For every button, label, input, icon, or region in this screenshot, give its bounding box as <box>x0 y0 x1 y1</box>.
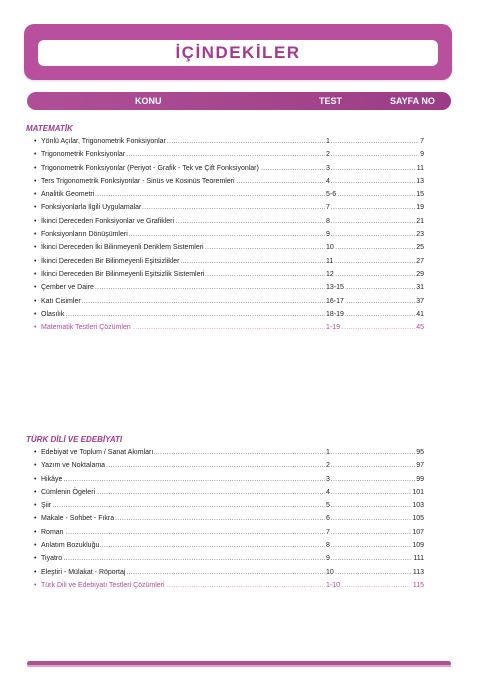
toc-item-page: 31 <box>415 281 424 294</box>
toc-item-test: 11 <box>325 255 334 268</box>
bullet-icon: • <box>34 177 37 185</box>
bullet-icon: • <box>34 284 37 292</box>
toc-item-test: 6 <box>325 512 331 525</box>
toc-item-page: 111 <box>412 552 424 565</box>
toc-item-page: 11 <box>416 162 424 175</box>
toc-item-title: Katı Cisimler <box>41 295 82 308</box>
toc-item-page: 99 <box>415 473 424 486</box>
bullet-icon: • <box>34 231 37 239</box>
toc-item-test: 7 <box>325 526 331 539</box>
page-title: İÇİNDEKİLER <box>175 43 301 62</box>
toc-item-test: 5 <box>325 499 331 512</box>
toc-item-test: 9 <box>325 228 331 241</box>
dot-leader <box>41 486 424 499</box>
toc-item-title: Tiyatro <box>41 552 63 565</box>
toc-row <box>34 552 424 565</box>
toc-item-page: 27 <box>415 255 424 268</box>
toc-row <box>34 295 424 308</box>
bullet-icon: • <box>34 164 37 172</box>
toc-item-page: 7 <box>419 135 424 148</box>
toc-row <box>34 459 424 472</box>
title-banner <box>24 24 452 80</box>
toc-item-title: İkinci Dereceden Bir Bilinmeyenli Eşitsizlik Sistemleri <box>41 268 205 281</box>
column-header-bar <box>27 92 451 110</box>
toc-row <box>34 135 424 148</box>
dot-leader <box>41 499 424 512</box>
toc-item-page: 109 <box>411 539 424 552</box>
toc-item-page: 45 <box>415 321 424 334</box>
toc-item-title: Edebiyat ve Toplum / Sanat Akımları <box>41 446 154 459</box>
bullet-icon: • <box>34 310 37 318</box>
toc-item-title: Eleştiri - Mülakat - Röportaj <box>41 566 126 579</box>
toc-row <box>34 215 424 228</box>
column-header-test: TEST <box>319 96 343 106</box>
toc-item-test: 5-6 <box>325 188 337 201</box>
toc-item-page: 9 <box>419 148 424 161</box>
toc-list-turk-dili <box>34 446 424 592</box>
toc-item-page: 21 <box>415 215 424 228</box>
bullet-icon: • <box>34 555 37 563</box>
toc-item-test: 1-10 <box>325 579 341 592</box>
toc-item-title: Matematik Testleri Çözümleri <box>41 321 132 334</box>
toc-row <box>34 308 424 321</box>
toc-item-test: 2 <box>325 459 331 472</box>
bullet-icon: • <box>34 568 37 576</box>
toc-row <box>34 281 424 294</box>
footer-divider <box>27 661 451 666</box>
toc-item-test: 7 <box>325 201 331 214</box>
column-header-sayfa-no: SAYFA NO <box>390 96 435 106</box>
toc-item-test: 10 <box>325 566 335 579</box>
toc-item-test: 1-19 <box>325 321 341 334</box>
toc-item-test: 18-19 <box>325 308 345 321</box>
toc-row <box>34 148 424 161</box>
toc-row <box>34 228 424 241</box>
bullet-icon: • <box>34 475 37 483</box>
toc-item-title: Makale - Sohbet - Fıkra <box>41 512 115 525</box>
toc-item-test: 1 <box>325 446 331 459</box>
bullet-icon: • <box>34 515 37 523</box>
bullet-icon: • <box>34 270 37 278</box>
dot-leader <box>41 281 424 294</box>
toc-item-page: 101 <box>411 486 424 499</box>
toc-item-test: 8 <box>325 215 331 228</box>
toc-item-page: 113 <box>412 566 424 579</box>
toc-item-page: 41 <box>415 308 424 321</box>
toc-row <box>34 512 424 525</box>
toc-row <box>34 268 424 281</box>
toc-row <box>34 162 424 175</box>
dot-leader <box>41 188 424 201</box>
toc-item-test: 10 <box>325 241 335 254</box>
dot-leader <box>41 473 424 486</box>
toc-item-title: Türk Dili ve Edebiyatı Testleri Çözümleri <box>41 579 166 592</box>
bullet-icon: • <box>34 488 37 496</box>
toc-item-page: 105 <box>411 512 424 525</box>
toc-item-title: Ters Trigonometrik Fonksiyonlar - Sinüs ve Kosinüs Teoremleri <box>41 175 236 188</box>
dot-leader <box>41 526 424 539</box>
toc-row <box>34 321 424 334</box>
toc-list-matematik <box>34 135 424 334</box>
toc-item-test: 8 <box>325 539 331 552</box>
toc-item-title: İkinci Dereceden İki Bilinmeyenli Denklem Sistemleri <box>41 241 205 254</box>
toc-item-test: 1 <box>325 135 331 148</box>
toc-item-page: 29 <box>415 268 424 281</box>
toc-item-title: Trigonometrik Fonksiyonlar <box>41 148 126 161</box>
dot-leader <box>41 295 424 308</box>
toc-item-title: Roman <box>41 526 65 539</box>
toc-item-title: Olasılık <box>41 308 65 321</box>
toc-item-test: 4 <box>325 486 331 499</box>
toc-item-page: 23 <box>415 228 424 241</box>
title-box <box>38 40 438 66</box>
toc-item-title: Analitik Geometri <box>41 188 95 201</box>
bullet-icon: • <box>34 138 37 145</box>
toc-row <box>34 201 424 214</box>
toc-item-page: 15 <box>415 188 424 201</box>
toc-item-title: Fonksiyonlarla İlgili Uygulamalar <box>41 201 142 214</box>
toc-item-page: 107 <box>411 526 424 539</box>
bullet-icon: • <box>34 528 37 536</box>
toc-row <box>34 566 424 579</box>
bullet-icon: • <box>34 502 37 510</box>
bullet-icon: • <box>34 151 37 159</box>
toc-item-test: 13-15 <box>325 281 345 294</box>
toc-row <box>34 579 424 592</box>
toc-row <box>34 188 424 201</box>
dot-leader <box>41 552 424 565</box>
toc-row <box>34 499 424 512</box>
toc-item-title: Trigonometrik Fonksiyonlar (Periyot - Grafik - Tek ve Çift Fonksiyonlar) <box>41 162 260 175</box>
toc-item-title: İkinci Dereceden Bir Bilinmeyenli Eşitsizlikler <box>41 255 181 268</box>
bullet-icon: • <box>34 324 37 332</box>
toc-row <box>34 526 424 539</box>
toc-item-page: 13 <box>415 175 424 188</box>
toc-item-title: Yönlü Açılar, Trigonometrik Fonksiyonlar <box>41 135 167 148</box>
toc-item-page: 95 <box>415 446 424 459</box>
bullet-icon: • <box>34 297 37 305</box>
toc-item-test: 3 <box>325 473 331 486</box>
toc-row <box>34 241 424 254</box>
toc-item-test: 12 <box>325 268 335 281</box>
bullet-icon: • <box>34 257 37 265</box>
column-header-konu: KONU <box>135 96 162 106</box>
bullet-icon: • <box>34 462 37 470</box>
toc-item-title: İkinci Dereceden Fonksiyonlar ve Grafikleri <box>41 215 175 228</box>
toc-item-test: 2 <box>325 148 331 161</box>
toc-item-page: 103 <box>411 499 424 512</box>
bullet-icon: • <box>34 191 37 199</box>
bullet-icon: • <box>34 244 37 252</box>
toc-item-page: 19 <box>415 201 424 214</box>
toc-item-title: Anlatım Bozukluğu <box>41 539 100 552</box>
toc-row <box>34 175 424 188</box>
toc-row <box>34 255 424 268</box>
toc-item-title: Şiir <box>41 499 52 512</box>
bullet-icon: • <box>34 204 37 212</box>
bullet-icon: • <box>34 217 37 225</box>
toc-item-title: Fonksiyonların Dönüşümleri <box>41 228 129 241</box>
toc-item-test: 16-17 <box>325 295 345 308</box>
toc-item-page: 37 <box>415 295 424 308</box>
toc-row <box>34 473 424 486</box>
toc-item-test: 9 <box>325 552 331 565</box>
dot-leader <box>41 308 424 321</box>
toc-item-page: 115 <box>412 579 424 592</box>
bullet-icon: • <box>34 581 37 589</box>
toc-item-title: Hikâye <box>41 473 63 486</box>
toc-item-title: Çember ve Daire <box>41 281 95 294</box>
toc-row <box>34 446 424 459</box>
toc-item-test: 4 <box>325 175 331 188</box>
section-title-matematik: MATEMATİK <box>26 124 73 133</box>
toc-row <box>34 539 424 552</box>
bullet-icon: • <box>34 542 37 550</box>
toc-item-page: 25 <box>415 241 424 254</box>
toc-item-test: 3 <box>325 162 331 175</box>
toc-item-page: 97 <box>415 459 424 472</box>
toc-row <box>34 486 424 499</box>
toc-item-title: Yazım ve Noktalama <box>41 459 106 472</box>
bullet-icon: • <box>34 449 37 456</box>
section-title-turk-dili: TÜRK DİLİ VE EDEBİYATI <box>26 435 123 444</box>
toc-item-title: Cümlenin Ögeleri <box>41 486 96 499</box>
